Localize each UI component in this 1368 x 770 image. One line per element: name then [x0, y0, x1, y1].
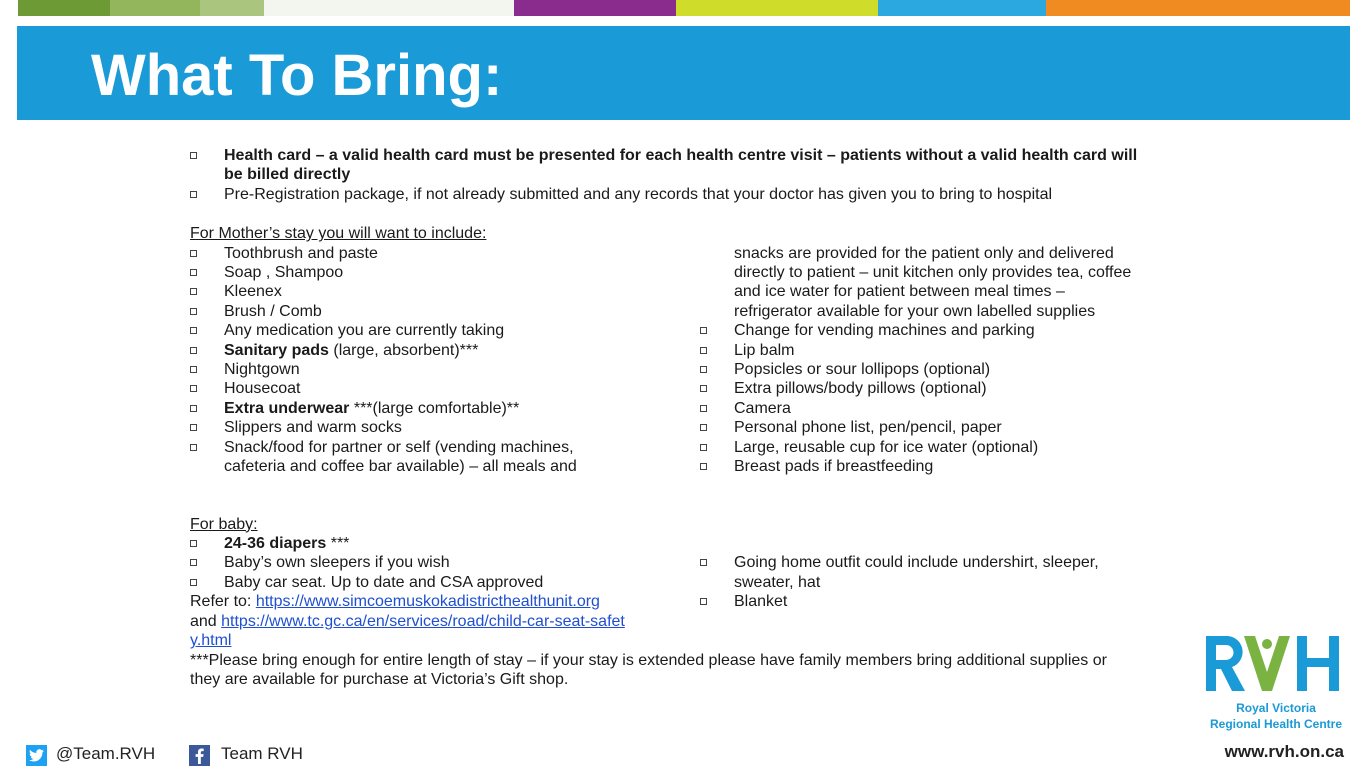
mother-left-column [190, 244, 660, 477]
item-text: Blanket [734, 593, 788, 611]
twitter-handle[interactable]: @Team.RVH [56, 744, 156, 763]
item-text: Housecoat [224, 380, 301, 398]
list-item [700, 399, 1140, 418]
logo-figure-head [1262, 639, 1272, 649]
item-text: Camera [734, 399, 791, 417]
facebook-name[interactable]: Team RVH [221, 744, 303, 763]
facebook-f-glyph [195, 748, 204, 764]
baby-section-heading: For baby: [190, 515, 258, 533]
checkbox-icon [700, 327, 707, 334]
checkbox-icon [190, 444, 197, 451]
logo-line-2: Regional Health Centre [1209, 717, 1343, 731]
list-item [190, 573, 660, 592]
list-item [700, 360, 1140, 379]
mother-section-heading: For Mother’s stay you will want to include: [190, 225, 487, 243]
checkbox-icon [190, 327, 197, 334]
checkbox-icon [700, 444, 707, 451]
strip-segment [264, 0, 514, 16]
checkbox-icon [700, 347, 707, 354]
checklist-item-pre-registration [190, 185, 1150, 204]
twitter-bird-glyph [29, 749, 44, 762]
checklist-document [190, 146, 1150, 690]
checkbox-icon [190, 288, 197, 295]
item-text: Going home outfit could include undershirt, sleeper, sweater, hat [734, 554, 1099, 591]
item-text: Kleenex [224, 283, 282, 301]
strip-segment [514, 0, 676, 16]
car-seat-link[interactable]: https://www.tc.gc.ca/en/services/road/child-car-seat-safety.html [190, 612, 625, 650]
item-bold-text: Sanitary pads [224, 341, 329, 359]
mother-columns [190, 244, 1150, 477]
list-item [190, 418, 660, 437]
strip-segment [200, 0, 264, 16]
strip-segment [18, 0, 110, 16]
item-text: Pre-Registration package, if not already submitted and any records that your doctor has given you to bring to hospital [224, 185, 1053, 203]
checkbox-icon [700, 405, 707, 412]
item-text: Popsicles or sour lollipops (optional) [734, 361, 991, 379]
list-item [700, 418, 1140, 437]
baby-left-column [190, 534, 660, 650]
page-title: What To Bring: [91, 43, 503, 108]
refer-prefix: Refer to: [190, 593, 256, 611]
checkbox-icon [190, 385, 197, 392]
item-text: Soap , Shampoo [224, 264, 344, 282]
list-item [190, 360, 660, 379]
twitter-bird-icon[interactable] [26, 745, 47, 766]
checkbox-icon [700, 559, 707, 566]
list-item [190, 553, 660, 572]
list-item [190, 302, 660, 321]
list-item [190, 438, 634, 477]
strip-segment [676, 0, 878, 16]
strip-segment [878, 0, 1046, 16]
list-item [190, 244, 660, 263]
mother-right-column [700, 244, 1140, 477]
list-item [190, 399, 660, 418]
list-item [190, 321, 660, 340]
checkbox-icon [190, 559, 197, 566]
item-text: Large, reusable cup for ice water (optional) [734, 438, 1039, 456]
item-text: *** [326, 535, 350, 553]
baby-columns [190, 534, 1150, 651]
checkbox-icon [700, 463, 707, 470]
list-item [700, 438, 1140, 457]
logo-letter-h [1297, 636, 1339, 691]
checkbox-icon [190, 424, 197, 431]
checkbox-icon [190, 152, 197, 159]
list-item [700, 592, 1140, 611]
list-item [190, 263, 660, 282]
list-item [190, 534, 660, 553]
item-text: Slippers and warm socks [224, 419, 402, 437]
checkbox-icon [190, 579, 197, 586]
list-item [700, 341, 1140, 360]
list-item [700, 379, 1140, 398]
logo-line-1: Royal Victoria [1236, 701, 1316, 715]
website-url[interactable]: www.rvh.on.ca [1224, 742, 1344, 761]
strip-segment [110, 0, 200, 16]
rvh-logo [1200, 630, 1352, 734]
facebook-f-icon[interactable] [189, 745, 210, 766]
item-text: Change for vending machines and parking [734, 322, 1035, 340]
checkbox-icon [190, 540, 197, 547]
checkbox-icon [700, 598, 707, 605]
item-text: Extra pillows/body pillows (optional) [734, 380, 987, 398]
checkbox-icon [190, 250, 197, 257]
item-text: Breast pads if breastfeeding [734, 458, 934, 476]
checkbox-icon [700, 385, 707, 392]
continued-text: snacks are provided for the patient only and delivered directly to patient – unit kitchen only provides tea, coffee and ice water for patient between meal times – refrigerator available for your own labelled supplies [734, 244, 1132, 320]
top-color-strip [0, 0, 1368, 16]
item-text: Brush / Comb [224, 302, 322, 320]
checkbox-icon [190, 269, 197, 276]
checkbox-icon [190, 405, 197, 412]
checkbox-icon [190, 347, 197, 354]
checkbox-icon [700, 366, 707, 373]
footnote: ***Please bring enough for entire length of stay – if your stay is extended please have family members bring additional supplies or they are available for purchase at Victoria’s Gift shop. [190, 652, 1107, 689]
item-bold-text: Extra underwear [224, 399, 350, 417]
list-item [190, 379, 660, 398]
checkbox-icon [190, 191, 197, 198]
list-item [190, 282, 660, 301]
checkbox-icon [190, 366, 197, 373]
list-item [700, 321, 1140, 340]
refer-line-2 [190, 612, 630, 651]
list-item [700, 457, 1140, 476]
item-bold-text: Health card – a valid health card must be presented for each health centre visit – patients without a valid health card will be billed directly [224, 147, 1138, 184]
item-text: Snack/food for partner or self (vending machines, cafeteria and coffee bar available) – all meals and [224, 438, 577, 476]
checklist-item-health-card [190, 146, 1150, 185]
item-text: Baby car seat. Up to date and CSA approved [224, 573, 544, 591]
list-item [700, 553, 1134, 592]
item-text: (large, absorbent)*** [328, 341, 479, 359]
item-text: ***(large comfortable)** [349, 399, 520, 417]
health-unit-link[interactable]: https://www.simcoemuskokadistricthealthunit.org [255, 593, 600, 611]
baby-right-column [700, 553, 1140, 611]
item-text: Baby’s own sleepers if you wish [224, 554, 450, 572]
checkbox-icon [700, 424, 707, 431]
item-text: Lip balm [734, 341, 795, 359]
strip-segment [1046, 0, 1350, 16]
list-item [190, 341, 660, 360]
item-text: Any medication you are currently taking [224, 322, 505, 340]
title-banner [17, 26, 1350, 120]
item-text: Toothbrush and paste [224, 244, 378, 262]
and-prefix: and [190, 612, 222, 630]
item-text: Nightgown [224, 361, 300, 379]
logo-letter-r [1206, 636, 1245, 691]
item-bold-text: 24-36 diapers [224, 535, 327, 553]
refer-line [190, 592, 660, 611]
checkbox-icon [190, 308, 197, 315]
item-text: Personal phone list, pen/pencil, paper [734, 419, 1002, 437]
